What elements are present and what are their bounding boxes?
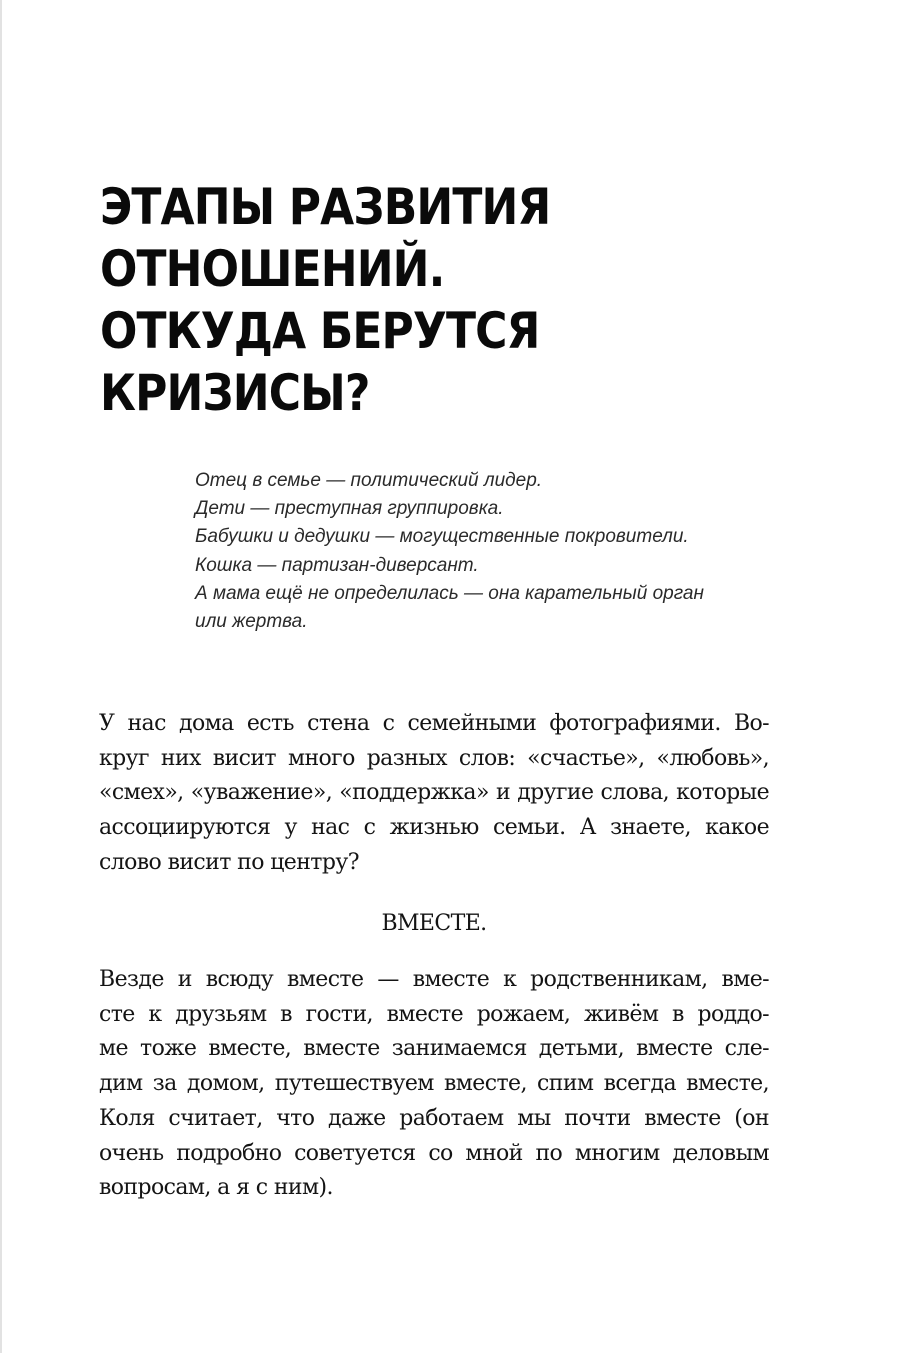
chapter-title-line: ЭТАПЫ РАЗВИТИЯ xyxy=(100,178,551,236)
paragraph-line: сте к друзьям в гости, вместе рожаем, живём в роддо- xyxy=(99,1001,769,1027)
epigraph-line: или жертва. xyxy=(195,611,308,633)
epigraph-line: Бабушки и дедушки — могущественные покровители. xyxy=(195,526,689,548)
paragraph-line: ме тоже вместе, вместе занимаемся детьми, вместе сле- xyxy=(99,1036,769,1062)
paragraph-line: круг них висит много разных слов: «счастье», «любовь», xyxy=(99,745,769,771)
paragraph-line: дим за домом, путешествуем вместе, спим всегда вместе, xyxy=(99,1071,769,1097)
chapter-title-line: КРИЗИСЫ? xyxy=(100,364,370,422)
paragraph-line: У нас дома есть стена с семейными фотографиями. Во- xyxy=(99,711,769,736)
epigraph-line: А мама ещё не определилась — она карательный орган xyxy=(195,582,704,604)
chapter-title-line: ОТНОШЕНИЙ. xyxy=(100,240,445,298)
paragraph-line: ассоциируются у нас с жизнью семьи. А знаете, какое xyxy=(99,815,769,841)
epigraph xyxy=(195,467,755,636)
body-paragraph-2 xyxy=(99,963,769,1206)
epigraph-line: Кошка — партизан-диверсант. xyxy=(195,554,479,576)
paragraph-line: «смех», «уважение», «поддержка» и другие слова, которые xyxy=(99,780,769,806)
body-paragraph-1 xyxy=(99,707,769,881)
chapter-title-line: ОТКУДА БЕРУТСЯ xyxy=(100,302,540,360)
paragraph-line: очень подробно советуется со мной по многим деловым xyxy=(99,1140,769,1166)
epigraph-line: Дети — преступная группировка. xyxy=(195,498,504,520)
paragraph-line: Везде и всюду вместе — вместе к родственникам, вме- xyxy=(99,967,769,992)
chapter-title xyxy=(100,176,550,424)
paragraph-line: вопросам, а я с ним). xyxy=(99,1175,333,1201)
paragraph-line: Коля считает, что даже работаем мы почти вместе (он xyxy=(99,1105,769,1131)
centered-emphasis: ВМЕСТЕ. xyxy=(381,911,487,936)
epigraph-line: Отец в семье — политический лидер. xyxy=(195,470,543,491)
paragraph-line: слово висит по центру? xyxy=(99,849,359,875)
page-edge xyxy=(0,0,2,1353)
